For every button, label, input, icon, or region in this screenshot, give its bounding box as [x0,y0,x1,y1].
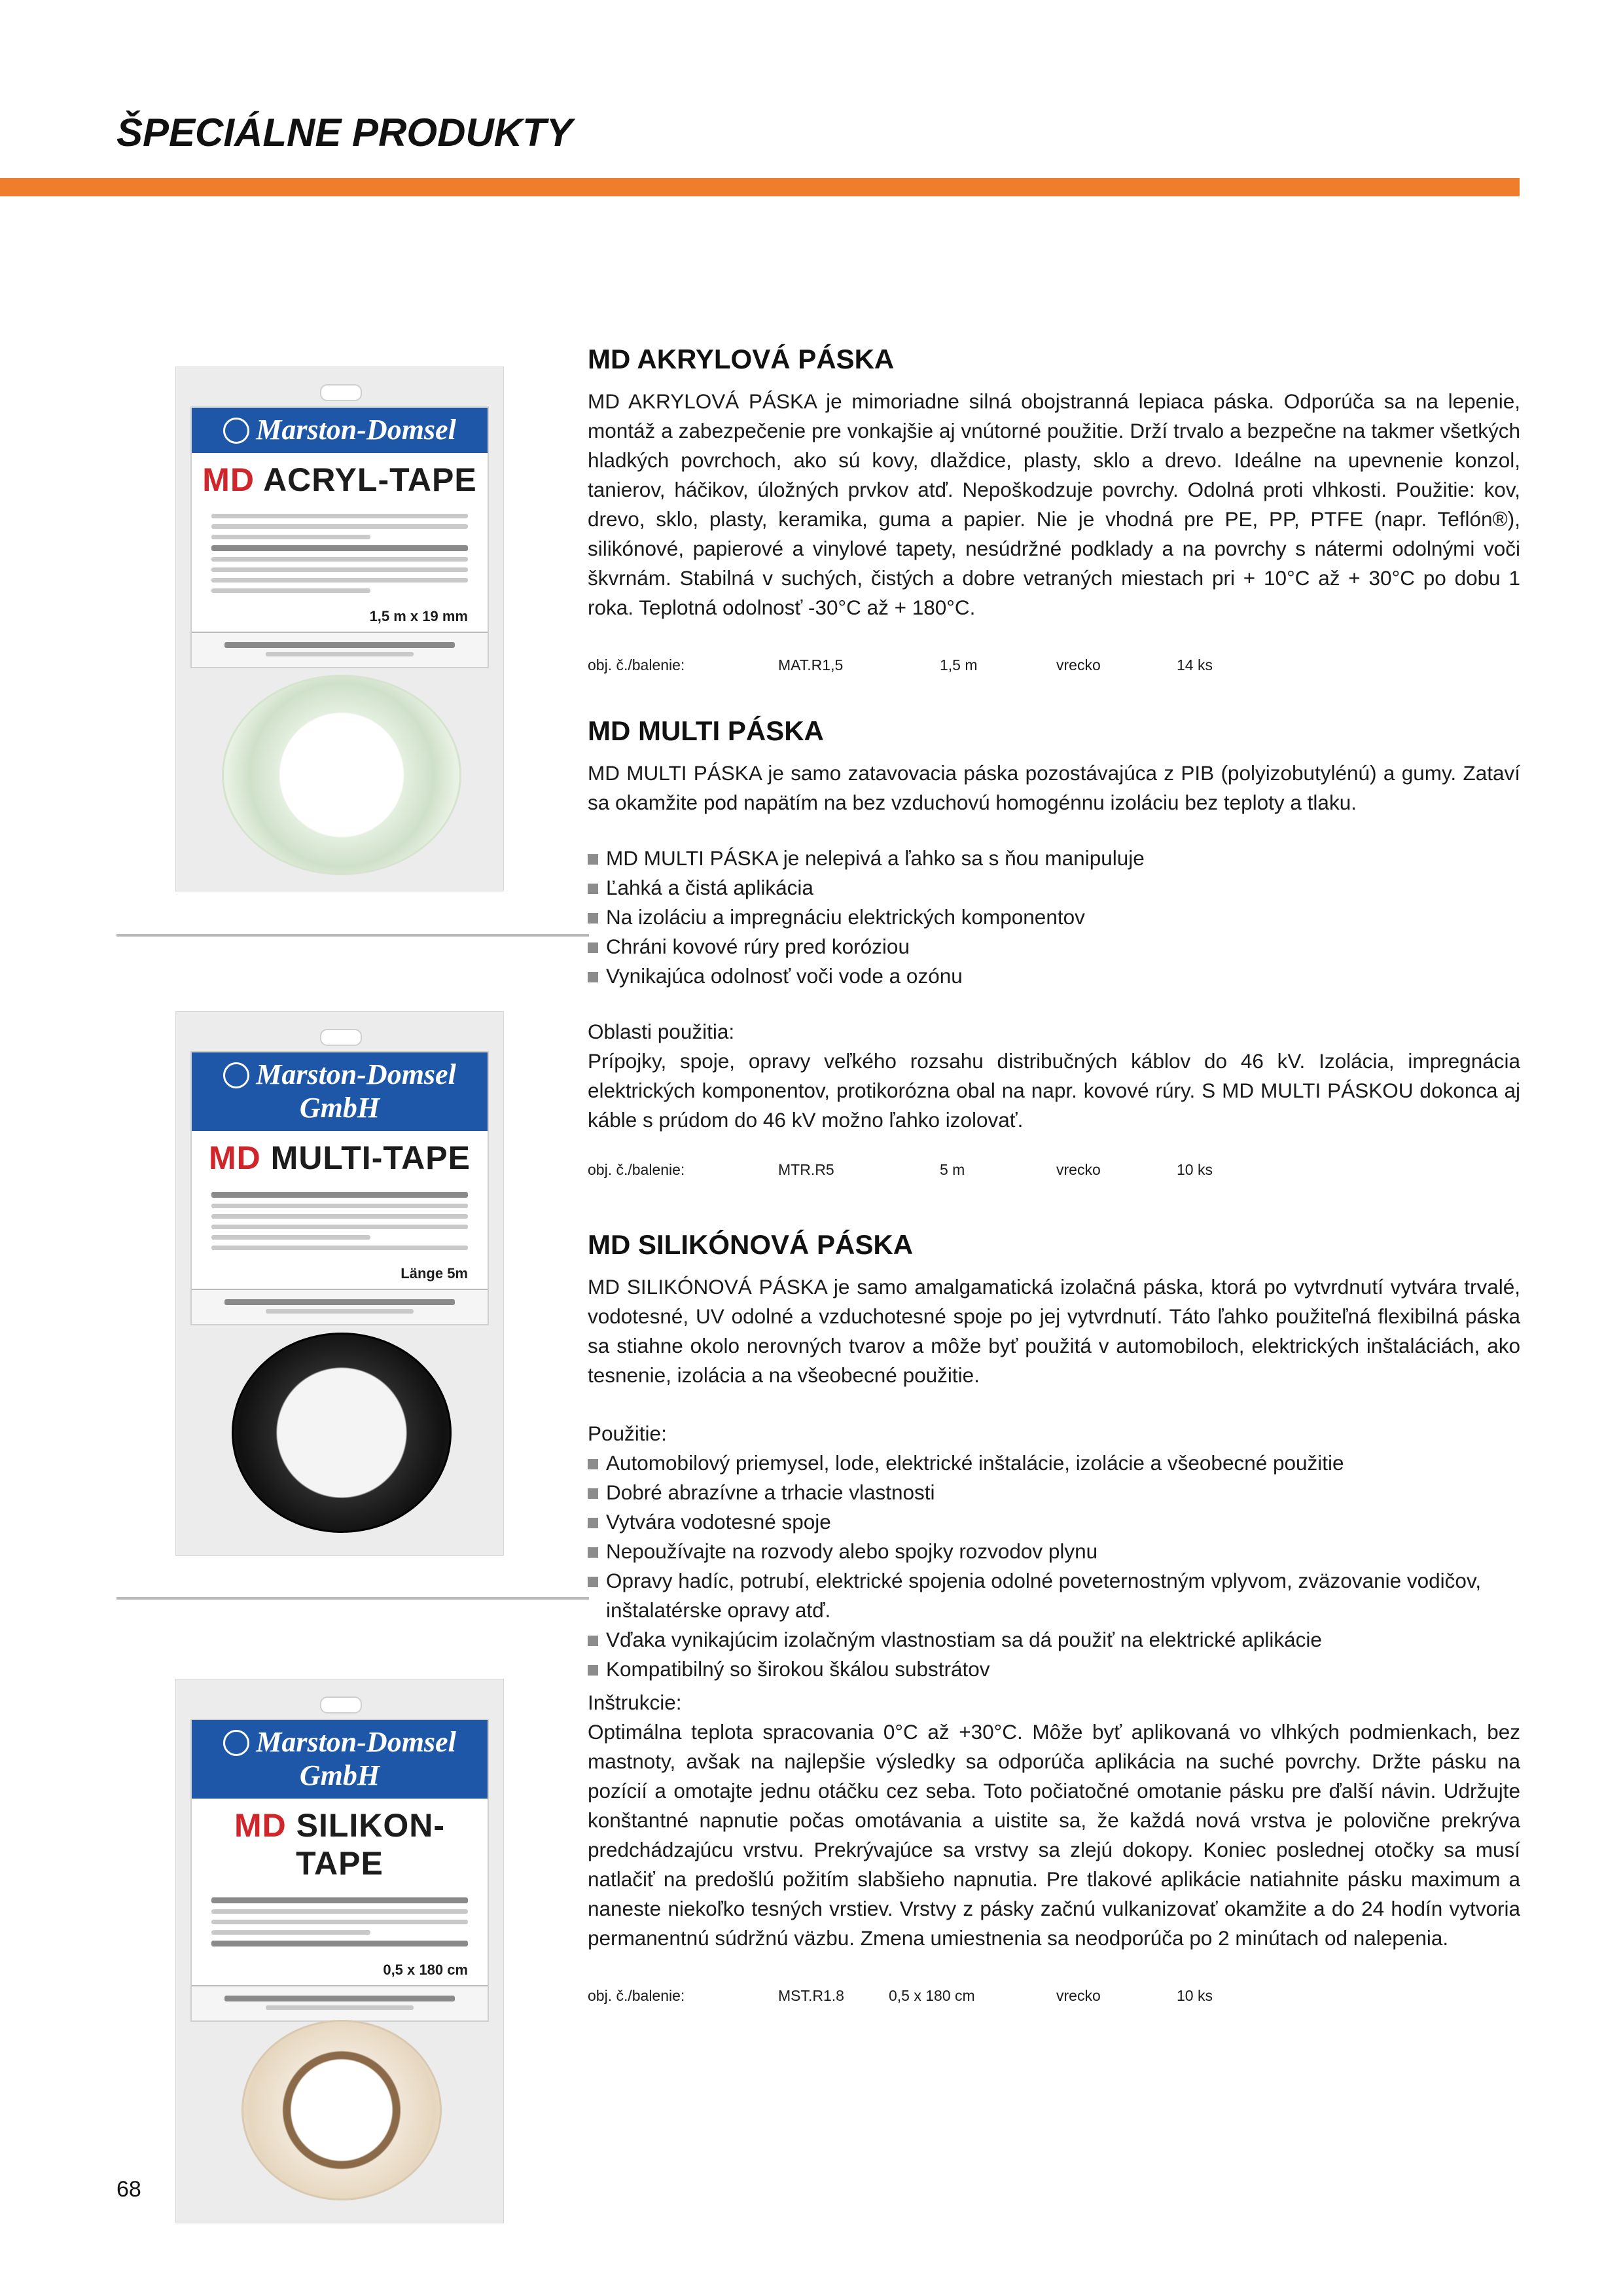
order-size: 1,5 m [940,656,978,673]
product-description: MD SILIKÓNOVÁ PÁSKA je samo amalgamatická izolačná páska, ktorá po vytvrdnutí vytvára trvalé, vodotesné, UV odolné a vzduchotesné spoje po jej vytvrdnutí. Táto ľahko použiteľná flexibilná páska sa stiahne okolo nerovných tvarov a môže byť použitá v automobiloch, elektrických inštaláciách, ako tesnenie, izolácia a na všeobecné použitie. [588,1275,1520,1387]
section-title: MD AKRYLOVÁ PÁSKA [588,344,895,374]
list-item: Ľahká a čistá aplikácia [588,873,1520,903]
list-item: Vďaka vynikajúcim izolačným vlastnostiam sa dá použiť na elektrické aplikácie [588,1625,1520,1655]
silikon-tape-package-image [175,1679,504,2223]
order-qty: 10 ks [1177,1987,1213,2004]
list-item: Vytvára vodotesné spoje [588,1507,1520,1537]
product-prefix: MD [234,1807,287,1844]
package-footer [192,1985,488,2020]
list-item: Opravy hadíc, potrubí, elektrické spojenia odolné poveternostným vplyvom, zväzovanie vodičov, inštalatérske opravy atď. [588,1566,1520,1625]
square-bullet-icon [588,884,598,894]
brand-logo [192,408,488,453]
package-fine-print [192,1885,488,1962]
usage-label: Oblasti použitia: [588,1020,735,1043]
hang-hole-icon [320,1029,362,1046]
list-item: Automobilový priemysel, lode, elektrické inštalácie, izolácie a všeobecné použitie [588,1448,1520,1478]
list-item: Chráni kovové rúry pred koróziou [588,932,1520,961]
order-code: MST.R1.8 [778,1987,844,2004]
brand-name: Marston-Domsel [256,414,456,446]
order-label: obj. č./balenie: [588,1161,685,1178]
feature-list [588,844,1520,991]
order-pack: vrecko [1056,1987,1101,2004]
order-label: obj. č./balenie: [588,1987,685,2004]
package-footer [192,1289,488,1324]
package-card [190,1719,489,2022]
brand-circle-icon [223,1730,249,1756]
package-size-label: 0,5 x 180 cm [383,1962,468,1978]
order-qty: 10 ks [1177,1161,1213,1178]
square-bullet-icon [588,1547,598,1558]
image-divider [116,1597,589,1600]
package-card [190,406,489,668]
square-bullet-icon [588,1636,598,1646]
square-bullet-icon [588,854,598,865]
order-size: 0,5 x 180 cm [889,1987,975,2004]
product-name: SILIKON-TAPE [296,1807,446,1882]
product-name: MULTI-TAPE [270,1139,471,1176]
order-qty: 14 ks [1177,656,1213,673]
page-title: ŠPECIÁLNE PRODUKTY [116,111,573,154]
square-bullet-icon [588,972,598,982]
clear-tape-roll-icon [222,675,461,875]
hang-hole-icon [320,1696,362,1713]
order-pack: vrecko [1056,1161,1101,1178]
square-bullet-icon [588,1577,598,1587]
package-footer [192,632,488,667]
square-bullet-icon [588,913,598,924]
section-multi [588,715,1520,1187]
section-silikon [588,1229,1520,2013]
product-name: ACRYL-TAPE [263,461,477,498]
list-item: Na izoláciu a impregnáciu elektrických komponentov [588,903,1520,932]
square-bullet-icon [588,942,598,953]
list-item: MD MULTI PÁSKA je nelepivá a ľahko sa s ňou manipuluje [588,844,1520,873]
list-item: Vynikajúca odolnosť voči vode a ozónu [588,961,1520,991]
hang-hole-icon [320,384,362,401]
list-item: Kompatibilný so širokou škálou substrátov [588,1655,1520,1684]
header-accent-bar [0,178,1520,196]
usage-text: Prípojky, spoje, opravy veľkého rozsahu distribučných káblov do 46 kV. Izolácia, impregnácia elektrických komponentov, protikorózna obal na napr. kovové rúry. S MD MULTI PÁSKOU dokonca aj káble s prúdom do 46 kV možno ľahko izolovať. [588,1049,1520,1132]
brand-logo [192,1720,488,1799]
package-card [190,1051,489,1325]
package-size-label: 1,5 m x 19 mm [369,608,468,624]
page-number: 68 [116,2177,141,2202]
multi-tape-package-image [175,1011,504,1556]
package-product-name [192,1131,488,1179]
black-tape-roll-icon [232,1333,452,1533]
usage-label: Použitie: [588,1422,667,1445]
order-size: 5 m [940,1161,965,1178]
square-bullet-icon [588,1488,598,1499]
brand-circle-icon [223,418,249,444]
instructions-label: Inštrukcie: [588,1691,682,1714]
order-info-row [588,1161,1520,1187]
section-title: MD MULTI PÁSKA [588,715,824,746]
order-info-row [588,656,1520,683]
instructions-text: Optimálna teplota spracovania 0°C až +30°C. Môže byť aplikovaná vo vlhkých podmienkach, bez mastnoty, avšak na najlepšie výsledky sa odporúča aplikácia na suché povrchy. Držte pásku na pozícií a omotajte jednu otáčku cez seba. Toto počiatočné omotanie pásku pre ďalší návin. Udržujte konštantné napnutie počas omotávania a uistite sa, že každá nová vrstva je polovične prekrýva predchádzajúcu vrstvu. Prekrývajúce sa vrstvy sa zlejú dokopy. Koniec poslednej otočky sa musí natlačiť na predošlú požitím slabšieho napnutia. Pre tlakové aplikácie natiahnite pásku maximum a naneste niekoľko tesných vrstiev. Vrstvy z pásky začnú vulkanizovať okamžite a do 24 hodín vytvoria permanentnú súdržnú väzbu. Zmena umiestnenia sa neodporúča po 2 minútach od nalepenia. [588,1720,1520,1950]
brand-circle-icon [223,1062,249,1088]
square-bullet-icon [588,1459,598,1469]
order-code: MAT.R1,5 [778,656,844,673]
product-description: MD MULTI PÁSKA je samo zatavovacia páska pozostávajúca z PIB (polyizobutylénú) a gumy. Zataví sa okamžite pod napätím na bez vzduchovú homogénnu izoláciu bez teploty a tlaku. [588,761,1520,814]
brand-logo [192,1052,488,1131]
package-fine-print [192,501,488,608]
order-code: MTR.R5 [778,1161,834,1178]
brand-name: Marston-Domsel GmbH [256,1726,456,1791]
package-fine-print [192,1179,488,1265]
order-pack: vrecko [1056,656,1101,673]
section-acryl [588,344,1520,683]
list-item: Dobré abrazívne a trhacie vlastnosti [588,1478,1520,1507]
order-info-row [588,1987,1520,2013]
list-item: Nepoužívajte na rozvody alebo spojky rozvodov plynu [588,1537,1520,1566]
product-prefix: MD [209,1139,261,1176]
product-prefix: MD [202,461,255,498]
package-product-name [192,1799,488,1885]
product-description: MD AKRYLOVÁ PÁSKA je mimoriadne silná obojstranná lepiaca páska. Odporúča sa na lepenie, montáž a zabezpečenie pre vonkajšie aj vnútorné použitie. Drží trvalo a bezpečne na takmer všetkých hladkých povrchoch, ako sú kovy, dlaždice, plasty, sklo a drevo. Ideálne na upevnenie konzol, tanierov, háčikov, úložných prvkov atď. Nepoškodzuje povrchy. Odolná proti vlhkosti. Použitie: kov, drevo, sklo, plasty, keramika, guma a papier. Nie je vhodná pre PE, PP, PTFE (napr. Teflón®), silikónové, papierové a vinylové tapety, nesúdržné podklady a na povrchy s nátermi odolnými voči škvrnám. Stabilná v suchých, čistých a dobre vetraných miestach pri + 10°C až + 30°C po dobu 1 roka. Teplotná odolnosť -30°C až + 180°C. [588,389,1520,619]
section-title: MD SILIKÓNOVÁ PÁSKA [588,1229,914,1260]
square-bullet-icon [588,1665,598,1676]
package-size-label: Länge 5m [401,1265,468,1282]
silicone-tape-roll-icon [241,2020,442,2200]
order-label: obj. č./balenie: [588,656,685,673]
image-divider [116,934,589,937]
package-product-name [192,453,488,501]
brand-name: Marston-Domsel GmbH [256,1058,456,1124]
feature-list [588,1448,1520,1684]
square-bullet-icon [588,1518,598,1528]
acryl-tape-package-image [175,367,504,891]
